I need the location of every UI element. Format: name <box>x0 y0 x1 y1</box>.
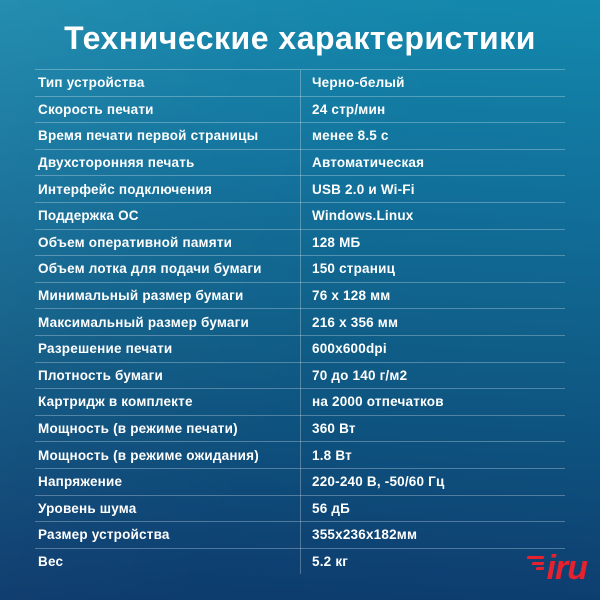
spec-label: Уровень шума <box>38 500 137 516</box>
iru-logo <box>527 548 587 588</box>
spec-label: Плотность бумаги <box>38 367 163 383</box>
spec-label: Минимальный размер бумаги <box>38 288 244 304</box>
spec-label: Разрешение печати <box>38 341 173 357</box>
page-title: Технические характеристики <box>64 20 536 56</box>
spec-value: 150 страниц <box>312 261 396 277</box>
spec-value: 56 дБ <box>312 500 351 516</box>
spec-label: Мощность (в режиме печати) <box>38 421 238 437</box>
spec-value: 76 x 128 мм <box>312 288 391 304</box>
spec-table <box>35 69 565 574</box>
spec-label: Двухсторонняя печать <box>38 155 195 171</box>
spec-label: Размер устройства <box>38 527 170 543</box>
spec-value: 360 Вт <box>312 421 356 437</box>
spec-value: Черно-белый <box>312 75 405 91</box>
spec-value: 70 до 140 г/м2 <box>312 367 408 383</box>
spec-value: 128 МБ <box>312 234 361 250</box>
spec-label: Время печати первой страницы <box>38 128 259 144</box>
logo-text: iru <box>546 549 587 587</box>
spec-value: менее 8.5 с <box>312 128 389 144</box>
spec-label: Максимальный размер бумаги <box>38 314 249 330</box>
column-divider <box>300 70 301 574</box>
spec-value: Автоматическая <box>312 155 425 171</box>
spec-label: Мощность (в режиме ожидания) <box>38 447 259 463</box>
spec-label: Поддержка ОС <box>38 208 139 224</box>
spec-value: 24 стр/мин <box>312 101 386 117</box>
spec-value: 216 x 356 мм <box>312 314 399 330</box>
spec-value: Windows.Linux <box>312 208 414 224</box>
spec-value: 600x600dpi <box>312 341 387 357</box>
spec-label: Напряжение <box>38 474 123 490</box>
logo-speed-lines-icon <box>527 556 544 570</box>
spec-label: Картридж в комплекте <box>38 394 193 410</box>
spec-value: 220-240 В, -50/60 Гц <box>312 474 445 490</box>
spec-label: Тип устройства <box>38 75 145 91</box>
spec-value: 355x236x182мм <box>312 527 418 543</box>
spec-value: USB 2.0 и Wi-Fi <box>312 181 415 197</box>
spec-value: на 2000 отпечатков <box>312 394 444 410</box>
spec-value: 5.2 кг <box>312 553 349 569</box>
spec-value: 1.8 Вт <box>312 447 352 463</box>
spec-label: Вес <box>38 553 64 569</box>
spec-label: Интерфейс подключения <box>38 181 213 197</box>
spec-label: Объем оперативной памяти <box>38 234 233 250</box>
spec-label: Скорость печати <box>38 101 154 117</box>
spec-label: Объем лотка для подачи бумаги <box>38 261 262 277</box>
